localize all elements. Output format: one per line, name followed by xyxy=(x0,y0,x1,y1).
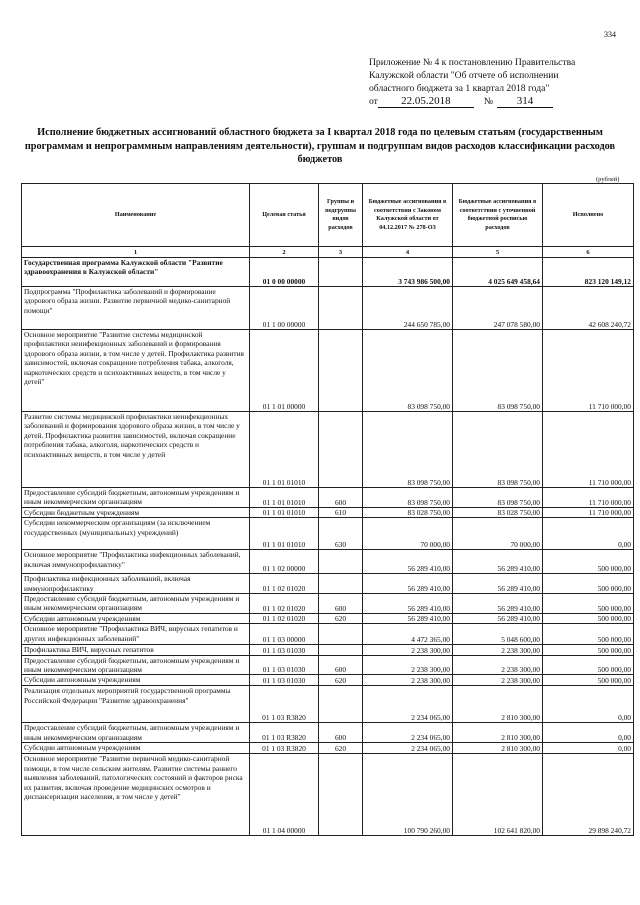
table-row xyxy=(22,550,634,574)
row-group-code xyxy=(319,574,363,594)
table-row xyxy=(22,645,634,655)
row-group-code xyxy=(319,624,363,645)
row-group-code xyxy=(319,258,363,287)
table-row xyxy=(22,686,634,723)
row-target-code: 01 1 03 00000 xyxy=(250,624,319,645)
appendix-line-3: областного бюджета за 1 квартал 2018 года" xyxy=(369,83,550,94)
row-name: Профилактика ВИЧ, вирусных гепатитов xyxy=(22,645,250,655)
row-law-amount: 4 472 365,00 xyxy=(363,624,453,645)
number-label: № xyxy=(483,96,494,107)
row-name: Государственная программа Калужской области "Развитие здравоохранения в Калужской области" xyxy=(22,258,250,287)
table-row xyxy=(22,594,634,614)
row-revised-amount: 5 048 600,00 xyxy=(453,624,543,645)
table-row xyxy=(22,258,634,287)
row-target-code: 01 1 00 00000 xyxy=(250,287,319,330)
row-law-amount: 56 289 410,00 xyxy=(363,594,453,614)
row-law-amount: 56 289 410,00 xyxy=(363,550,453,574)
row-revised-amount: 247 078 580,00 xyxy=(453,287,543,330)
header-groups: Группы и подгруппы видов расходов xyxy=(319,184,363,247)
row-executed-amount: 500 000,00 xyxy=(543,655,634,675)
header-target: Целевая статья xyxy=(250,184,319,247)
table-row xyxy=(22,624,634,645)
row-executed-amount: 11 710 000,00 xyxy=(543,412,634,488)
decree-number: 314 xyxy=(497,95,553,108)
row-target-code: 01 1 02 00000 xyxy=(250,550,319,574)
row-executed-amount: 500 000,00 xyxy=(543,574,634,594)
table-row xyxy=(22,655,634,675)
row-group-code: 610 xyxy=(319,507,363,517)
units-label: (рублей) xyxy=(596,176,620,183)
row-executed-amount: 11 710 000,00 xyxy=(543,330,634,412)
row-name: Основное мероприятие "Профилактика ВИЧ, вирусных гепатитов и других инфекционных заболеваний" xyxy=(22,624,250,645)
row-law-amount: 3 743 986 500,00 xyxy=(363,258,453,287)
row-executed-amount: 500 000,00 xyxy=(543,613,634,623)
row-name: Предоставление субсидий бюджетным, автономным учреждениям и иным некоммерческим организациям xyxy=(22,723,250,743)
row-target-code: 01 1 01 01010 xyxy=(250,518,319,550)
row-target-code: 01 1 01 00000 xyxy=(250,330,319,412)
row-target-code: 01 1 01 01010 xyxy=(250,488,319,508)
row-law-amount: 2 238 300,00 xyxy=(363,675,453,686)
row-name: Предоставление субсидий бюджетным, автономным учреждениям и иным некоммерческим организациям xyxy=(22,655,250,675)
row-revised-amount: 56 289 410,00 xyxy=(453,550,543,574)
row-name: Профилактика инфекционных заболеваний, включая иммунопрофилактику xyxy=(22,574,250,594)
row-group-code: 600 xyxy=(319,594,363,614)
row-executed-amount: 823 120 149,12 xyxy=(543,258,634,287)
row-law-amount: 244 650 785,00 xyxy=(363,287,453,330)
row-law-amount: 83 028 750,00 xyxy=(363,507,453,517)
row-executed-amount: 42 608 240,72 xyxy=(543,287,634,330)
decree-date: 22.05.2018 xyxy=(378,95,474,108)
row-target-code: 01 1 02 01020 xyxy=(250,594,319,614)
budget-table xyxy=(21,183,634,836)
table-row xyxy=(22,574,634,594)
row-group-code xyxy=(319,287,363,330)
row-target-code: 01 1 03 01030 xyxy=(250,655,319,675)
appendix-line-2: Калужской области "Об отчете об исполнении xyxy=(369,70,559,81)
header-name: Наименование xyxy=(22,184,250,247)
row-law-amount: 2 234 065,00 xyxy=(363,686,453,723)
row-group-code: 600 xyxy=(319,655,363,675)
row-group-code xyxy=(319,645,363,655)
column-number: 6 xyxy=(543,247,634,258)
table-row xyxy=(22,488,634,508)
table-header-row xyxy=(22,184,634,247)
table-row xyxy=(22,613,634,623)
table-row xyxy=(22,287,634,330)
row-revised-amount: 56 289 410,00 xyxy=(453,613,543,623)
row-revised-amount: 2 810 300,00 xyxy=(453,743,543,754)
row-law-amount: 56 289 410,00 xyxy=(363,613,453,623)
row-revised-amount: 2 810 300,00 xyxy=(453,686,543,723)
header-revised: Бюджетные ассигнования в соответствии с уточненной бюджетной росписью расходов xyxy=(453,184,543,247)
row-target-code: 01 1 03 01030 xyxy=(250,675,319,686)
row-revised-amount: 2 238 300,00 xyxy=(453,645,543,655)
column-number-row xyxy=(22,247,634,258)
table-row xyxy=(22,518,634,550)
table-row xyxy=(22,675,634,686)
page-title: Исполнение бюджетных ассигнований областного бюджета за I квартал 2018 года по целевым статьям (государственным программам и непрограммным направлениям деятельности), группам и подгруппам видов расходов классификации расходов бюджетов xyxy=(24,127,616,165)
table-row xyxy=(22,723,634,743)
row-executed-amount: 29 898 240,72 xyxy=(543,754,634,836)
from-label: от xyxy=(369,96,378,107)
row-executed-amount: 500 000,00 xyxy=(543,645,634,655)
row-name: Субсидии автономным учреждениям xyxy=(22,613,250,623)
row-revised-amount: 2 238 300,00 xyxy=(453,655,543,675)
column-number: 3 xyxy=(319,247,363,258)
row-executed-amount: 0,00 xyxy=(543,686,634,723)
row-name: Основное мероприятие "Развитие первичной медико-санитарной помощи, в том числе сельским жителям. Развитие системы раннего выявления заболеваний, патологических состояний и факторов риска их развития, включая проведение медицинских осмотров и диспансеризации населения, в том числе у детей" xyxy=(22,754,250,836)
row-name: Субсидии автономным учреждениям xyxy=(22,675,250,686)
row-target-code: 01 1 03 R3820 xyxy=(250,723,319,743)
row-law-amount: 70 000,00 xyxy=(363,518,453,550)
row-revised-amount: 83 098 750,00 xyxy=(453,330,543,412)
row-executed-amount: 11 710 000,00 xyxy=(543,507,634,517)
page-number: 334 xyxy=(604,30,616,39)
row-group-code: 620 xyxy=(319,613,363,623)
row-law-amount: 83 098 750,00 xyxy=(363,330,453,412)
appendix-line-1: Приложение № 4 к постановлению Правительства xyxy=(369,57,576,68)
appendix-date-row xyxy=(369,95,633,108)
row-revised-amount: 83 098 750,00 xyxy=(453,412,543,488)
table-row xyxy=(22,743,634,754)
row-executed-amount: 0,00 xyxy=(543,518,634,550)
row-executed-amount: 0,00 xyxy=(543,723,634,743)
row-name: Основное мероприятие "Развитие системы медицинской профилактики неинфекционных заболеваний и формирования здорового образа жизни, в том числе у детей. Профилактика развития зависимостей, включая сокращение потребления табака, алкоголя, наркотических средств и психоактивных веществ, в том числе у детей" xyxy=(22,330,250,412)
row-revised-amount: 70 000,00 xyxy=(453,518,543,550)
row-group-code: 600 xyxy=(319,723,363,743)
row-law-amount: 2 234 065,00 xyxy=(363,743,453,754)
row-group-code: 600 xyxy=(319,488,363,508)
row-law-amount: 83 098 750,00 xyxy=(363,412,453,488)
row-target-code: 01 1 03 R3820 xyxy=(250,686,319,723)
row-law-amount: 2 238 300,00 xyxy=(363,655,453,675)
row-executed-amount: 500 000,00 xyxy=(543,675,634,686)
column-number: 2 xyxy=(250,247,319,258)
row-name: Субсидии автономным учреждениям xyxy=(22,743,250,754)
row-law-amount: 2 234 065,00 xyxy=(363,723,453,743)
row-executed-amount: 11 710 000,00 xyxy=(543,488,634,508)
row-name: Субсидии бюджетным учреждениям xyxy=(22,507,250,517)
row-law-amount: 83 098 750,00 xyxy=(363,488,453,508)
row-target-code: 01 1 04 00000 xyxy=(250,754,319,836)
row-name: Подпрограмма "Профилактика заболеваний и формирование здорового образа жизни. Развитие первичной медико-санитарной помощи" xyxy=(22,287,250,330)
row-target-code: 01 0 00 00000 xyxy=(250,258,319,287)
table-row xyxy=(22,754,634,836)
row-name: Развитие системы медицинской профилактики неинфекционных заболеваний и формирования здорового образа жизни, в том числе у детей. Профилактика развития зависимостей, включая сокращение потребления табака, алкоголя, наркотических средств и психоактивных веществ, в том числе у детей xyxy=(22,412,250,488)
row-executed-amount: 500 000,00 xyxy=(543,550,634,574)
row-executed-amount: 500 000,00 xyxy=(543,594,634,614)
row-group-code xyxy=(319,550,363,574)
row-revised-amount: 2 238 300,00 xyxy=(453,675,543,686)
row-group-code xyxy=(319,412,363,488)
row-law-amount: 56 289 410,00 xyxy=(363,574,453,594)
row-target-code: 01 1 02 01020 xyxy=(250,574,319,594)
row-name: Предоставление субсидий бюджетным, автономным учреждениям и иным некоммерческим организациям xyxy=(22,488,250,508)
row-group-code: 630 xyxy=(319,518,363,550)
column-number: 4 xyxy=(363,247,453,258)
column-number: 1 xyxy=(22,247,250,258)
header-law: Бюджетные ассигнования в соответствии с Законом Калужской области от 04.12.2017 № 278-ОЗ xyxy=(363,184,453,247)
row-executed-amount: 500 000,00 xyxy=(543,624,634,645)
row-revised-amount: 4 025 649 458,64 xyxy=(453,258,543,287)
row-revised-amount: 2 810 300,00 xyxy=(453,723,543,743)
row-group-code xyxy=(319,686,363,723)
row-target-code: 01 1 03 R3820 xyxy=(250,743,319,754)
appendix-header xyxy=(369,56,633,108)
row-name: Субсидии некоммерческим организациям (за исключением государственных (муниципальных) учреждений) xyxy=(22,518,250,550)
header-executed: Исполнено xyxy=(543,184,634,247)
row-revised-amount: 83 028 750,00 xyxy=(453,507,543,517)
row-revised-amount: 83 098 750,00 xyxy=(453,488,543,508)
row-group-code xyxy=(319,330,363,412)
table-row xyxy=(22,412,634,488)
row-group-code: 620 xyxy=(319,675,363,686)
row-target-code: 01 1 01 01010 xyxy=(250,412,319,488)
row-name: Предоставление субсидий бюджетным, автономным учреждениям и иным некоммерческим организациям xyxy=(22,594,250,614)
row-name: Реализация отдельных мероприятий государственной программы Российской Федерации "Развитие здравоохранения" xyxy=(22,686,250,723)
row-target-code: 01 1 02 01020 xyxy=(250,613,319,623)
row-group-code xyxy=(319,754,363,836)
row-target-code: 01 1 01 01010 xyxy=(250,507,319,517)
row-group-code: 620 xyxy=(319,743,363,754)
row-revised-amount: 56 289 410,00 xyxy=(453,574,543,594)
column-number: 5 xyxy=(453,247,543,258)
row-name: Основное мероприятие "Профилактика инфекционных заболеваний, включая иммунопрофилактику" xyxy=(22,550,250,574)
table-row xyxy=(22,330,634,412)
row-revised-amount: 56 289 410,00 xyxy=(453,594,543,614)
row-revised-amount: 102 641 820,00 xyxy=(453,754,543,836)
row-target-code: 01 1 03 01030 xyxy=(250,645,319,655)
table-row xyxy=(22,507,634,517)
row-law-amount: 2 238 300,00 xyxy=(363,645,453,655)
row-executed-amount: 0,00 xyxy=(543,743,634,754)
row-law-amount: 100 790 260,00 xyxy=(363,754,453,836)
